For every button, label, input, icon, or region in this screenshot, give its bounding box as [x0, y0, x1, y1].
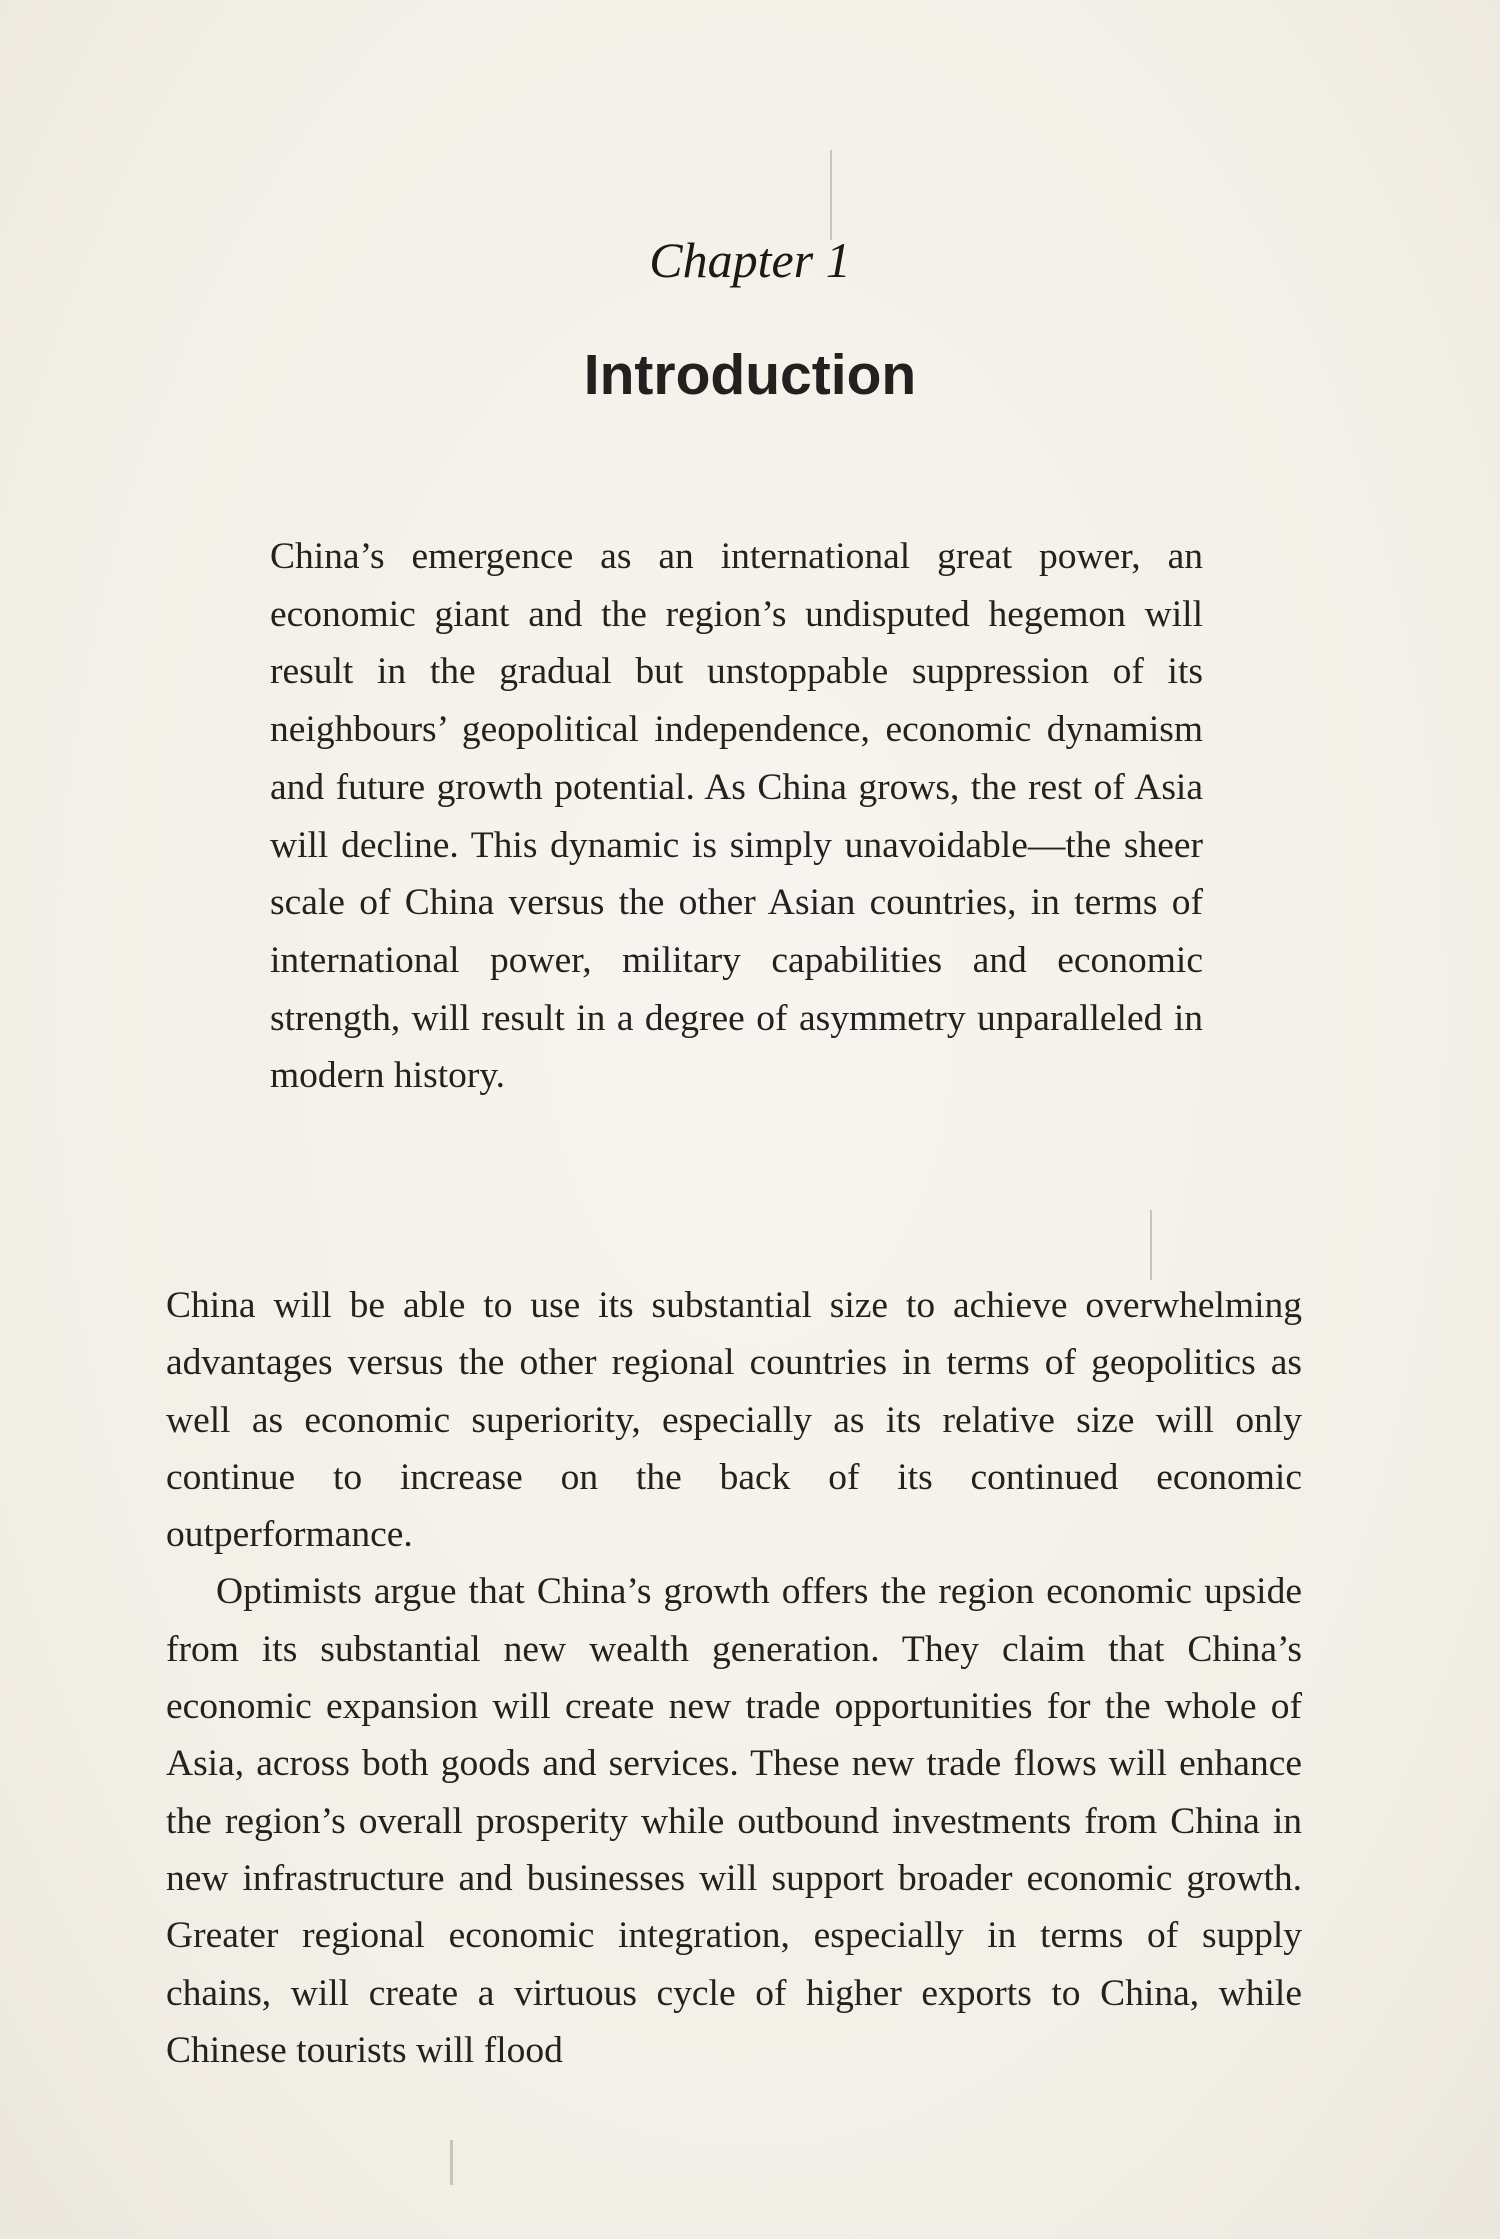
body-text: [166, 1277, 1302, 2079]
scan-mark: [450, 2140, 453, 2185]
paragraph: Optimists argue that China’s growth offers the region economic upside from its substantial new wealth generation. They claim that China’s economic expansion will create new trade opportunities for the whole of Asia, across both goods and services. These new trade flows will enhance the region’s overall prosperity while outbound investments from China in new infrastructure and businesses will support broader economic growth. Greater regional economic integration, especially in terms of supply chains, will create a virtuous cycle of higher exports to China, while Chinese tourists will flood: [166, 1571, 1302, 2071]
epigraph: China’s emergence as an international great power, an economic giant and the region’s undisputed hegemon will result in the gradual but unstoppable suppression of its neighbours’ geopolitical independence, economic dynamism and future growth potential. As China grows, the rest of Asia will decline. This dynamic is simply unavoidable—the sheer scale of China versus the other Asian countries, in terms of international power, military capabilities and economic strength, will result in a degree of asymmetry unparalleled in modern history.: [270, 536, 1203, 1097]
paragraph: China will be able to use its substantial size to achieve overwhelming advantages versus the other regional countries in terms of geopolitics as well as economic superiority, especially as its relative size will only continue to increase on the back of its continued economic outperformance.: [166, 1285, 1302, 1556]
scan-mark: [830, 150, 832, 240]
chapter-label: Chapter 1: [649, 232, 851, 288]
chapter-title: Introduction: [583, 343, 917, 407]
scan-mark: [1150, 1210, 1152, 1280]
